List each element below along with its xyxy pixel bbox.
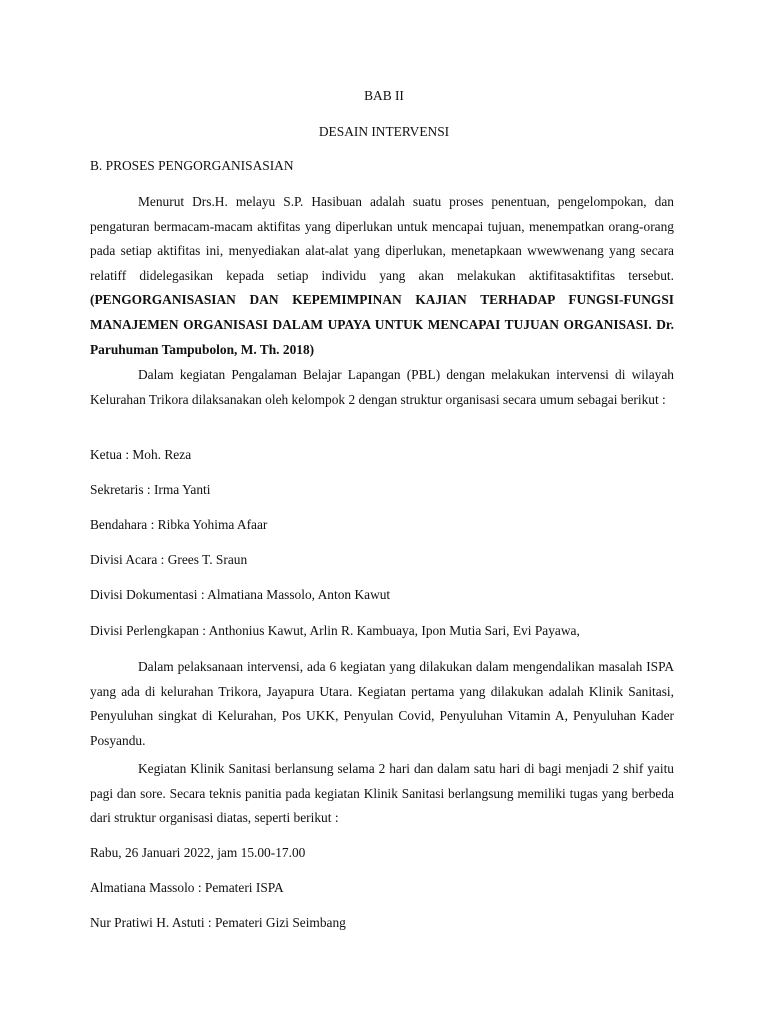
paragraph-activities: Dalam pelaksanaan intervensi, ada 6 kegiatan yang dilakukan dalam mengendalikan masalah ISPA yang ada di kelurahan Trikora, Jayapura Utara. Kegiatan pertama yang dilakukan adalah Klinik Sanitasi, Penyuluhan singkat di Kelurahan, Pos UKK, Penyulan Covid, Penyuluhan Vitamin A, Penyuluhan Kader Posyandu.	[90, 659, 674, 748]
schedule-item: Almatiana Massolo : Pemateri ISPA	[90, 880, 284, 895]
paragraph-klinik-sanitasi: Kegiatan Klinik Sanitasi berlansung selama 2 hari dan dalam satu hari di bagi menjadi 2 shif yaitu pagi dan sore. Secara teknis panitia pada kegiatan Klinik Sanitasi berlangsung memiliki tugas yang berbeda dari struktur organisasi diatas, seperti berikut :	[90, 761, 674, 826]
org-item-bendahara: Bendahara : Ribka Yohima Afaar	[90, 517, 268, 532]
chapter-heading: BAB II	[364, 88, 404, 103]
paragraph-definition	[90, 190, 674, 362]
schedule-item: Nur Pratiwi H. Astuti : Pemateri Gizi Seimbang	[90, 915, 346, 930]
section-heading: B. PROSES PENGORGANISASIAN	[90, 158, 294, 173]
org-item-ketua: Ketua : Moh. Reza	[90, 447, 192, 462]
paragraph-pbl-intro: Dalam kegiatan Pengalaman Belajar Lapangan (PBL) dengan melakukan intervensi di wilayah Kelurahan Trikora dilaksanakan oleh kelompok 2 dengan struktur organisasi secara umum sebagai berikut :	[90, 367, 674, 407]
org-item-sekretaris: Sekretaris : Irma Yanti	[90, 482, 211, 497]
paragraph-definition-citation: (PENGORGANISASIAN DAN KEPEMIMPINAN KAJIAN TERHADAP FUNGSI-FUNGSI MANAJEMEN ORGANISASI DALAM UPAYA UNTUK MENCAPAI TUJUAN ORGANISASI. Dr. Paruhuman Tampubolon, M. Th. 2018)	[90, 292, 674, 357]
document-title: DESAIN INTERVENSI	[318, 124, 450, 139]
org-item-divisi-acara: Divisi Acara : Grees T. Sraun	[90, 552, 248, 567]
paragraph-definition-text: Menurut Drs.H. melayu S.P. Hasibuan adalah suatu proses penentuan, pengelompokan, dan pengaturan bermacam-macam aktifitas yang diperlukan untuk mencapai tujuan, menempatkan orang-orang pada setiap aktifitas ini, menyediakan alat-alat yang diperlukan, menetapkaan wwewwenang yang secara relatiff didelegasikan kepada setiap individu yang akan melakukan aktifitasaktifitas tersebut.	[90, 194, 674, 283]
schedule-date: Rabu, 26 Januari 2022, jam 15.00-17.00	[90, 845, 306, 860]
org-item-divisi-perlengkapan: Divisi Perlengkapan : Anthonius Kawut, Arlin R. Kambuaya, Ipon Mutia Sari, Evi Payawa,	[90, 623, 580, 638]
org-item-divisi-dokumentasi: Divisi Dokumentasi : Almatiana Massolo, Anton Kawut	[90, 587, 391, 602]
